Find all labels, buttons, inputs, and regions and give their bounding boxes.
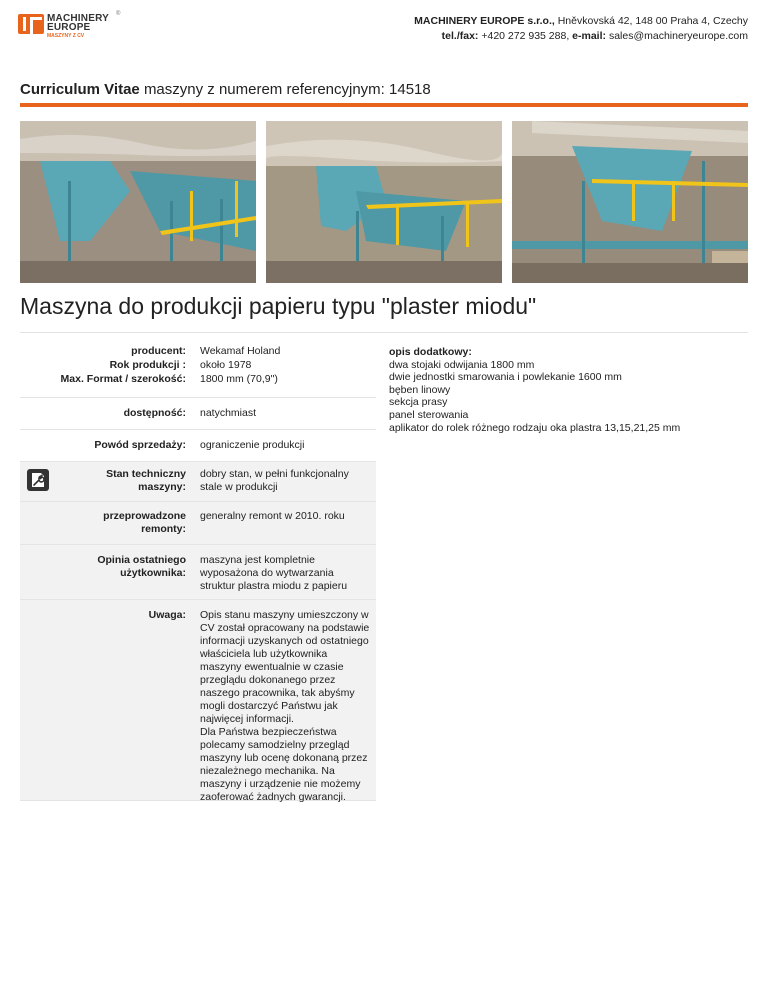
page-header (0, 0, 768, 50)
wrench-icon (27, 469, 49, 491)
machine-photo-3-image (512, 121, 748, 283)
condition-value: dobry stan, w pełni funkcjonalny stale w produkcji (200, 468, 349, 493)
additional-item: dwie jednostki smarowania i powlekanie 1600 mm (389, 371, 622, 384)
logo-mark-icon (18, 14, 44, 34)
orange-divider (20, 103, 748, 107)
logo-text-europe: EUROPE (47, 22, 91, 33)
additional-item: panel sterowania (389, 408, 469, 421)
format-value: 1800 mm (70,9") (200, 373, 278, 385)
availability-label: dostępność: (123, 407, 186, 419)
telfax-label: tel./fax: (441, 30, 479, 42)
cv-heading (20, 81, 431, 98)
additional-item: sekcja prasy (389, 396, 448, 409)
additional-item: dwa stojaki odwijania 1800 mm (389, 358, 535, 371)
reason-value: ograniczenie produkcji (200, 439, 305, 451)
company-logo[interactable] (18, 11, 128, 39)
machine-photo-3[interactable] (512, 121, 748, 283)
additional-description (389, 346, 749, 434)
logo-registered-mark: ® (116, 11, 121, 17)
producer-label: producent: (131, 345, 186, 357)
company-contact-line (328, 29, 748, 44)
year-label: Rok produkcji : (109, 359, 186, 371)
spec-table (20, 333, 376, 801)
spec-row-note (20, 600, 376, 801)
spec-row-availability (20, 398, 376, 430)
company-contact (328, 14, 748, 44)
spec-row-basic (20, 333, 376, 398)
producer-value: Wekamaf Holand (200, 345, 281, 357)
reason-label: Powód sprzedaży: (94, 439, 186, 451)
spec-row-repairs (20, 502, 376, 545)
year-value: około 1978 (200, 359, 252, 371)
machine-photo-1[interactable] (20, 121, 256, 283)
company-name: MACHINERY EUROPE s.r.o., (414, 15, 555, 27)
logo-text-machinery: MACHINERY (47, 13, 109, 24)
condition-label: Stan techniczny maszyny: (106, 468, 186, 493)
machine-photo-2[interactable] (266, 121, 502, 283)
note-text-part1: Opis stanu maszyny umieszczony w CV został opracowany na podstawie informacji uzyskanych od ostatniego właściciela lub użytkownika maszyny ewentualnie w czasie przeglądu dokonanego przez naszego pracownika, tak abyśmy mogli dostarczyć Państwu jak najwięcej informacji. (200, 609, 370, 725)
repairs-label: przeprowadzone remonty: (103, 510, 186, 535)
additional-item: bęben linowy (389, 383, 451, 396)
cv-heading-text: maszyny z numerem referencyjnym: 14518 (143, 81, 431, 98)
email-label: e-mail: (572, 30, 607, 42)
availability-value: natychmiast (200, 407, 257, 419)
note-value (200, 609, 370, 804)
note-text-part2: Dla Państwa bezpieczeństwa polecamy samodzielny przegląd maszyny lub ocenę dokonaną przez niezależnego mechanika. Na maszyny i urządzenie nie możemy zaoferować żadnych gwarancji. (200, 726, 368, 803)
opinion-value: maszyna jest kompletnie wyposażona do wytwarzania struktur plastra miodu z papieru (200, 554, 348, 592)
photo-gallery (20, 121, 748, 283)
spec-row-opinion (20, 545, 376, 600)
machine-photo-2-image (266, 121, 502, 283)
cv-heading-bold: Curriculum Vitae (20, 81, 140, 98)
additional-description-title: opis dodatkowy: (389, 346, 472, 358)
spec-row-condition (20, 462, 376, 502)
repairs-value: generalny remont w 2010. roku (200, 510, 345, 522)
opinion-label: Opinia ostatniego użytkownika: (97, 554, 186, 579)
company-address: Hněvkovská 42, 148 00 Praha 4, Czechy (557, 15, 748, 27)
note-label: Uwaga: (148, 609, 186, 621)
spec-row-reason (20, 430, 376, 462)
logo-tagline: MASZYNY Z CV (47, 33, 85, 39)
machine-photo-1-image (20, 121, 256, 283)
email-link[interactable]: sales@machineryeurope.com (608, 30, 748, 42)
format-label: Max. Format / szerokość: (60, 373, 186, 385)
telfax-number: +420 272 935 288, (481, 30, 570, 42)
machine-title: Maszyna do produkcji papieru typu "plaster miodu" (20, 293, 537, 319)
company-address-line (328, 14, 748, 29)
additional-item: aplikator do rolek różnego rodzaju oka plastra 13,15,21,25 mm (389, 421, 681, 434)
